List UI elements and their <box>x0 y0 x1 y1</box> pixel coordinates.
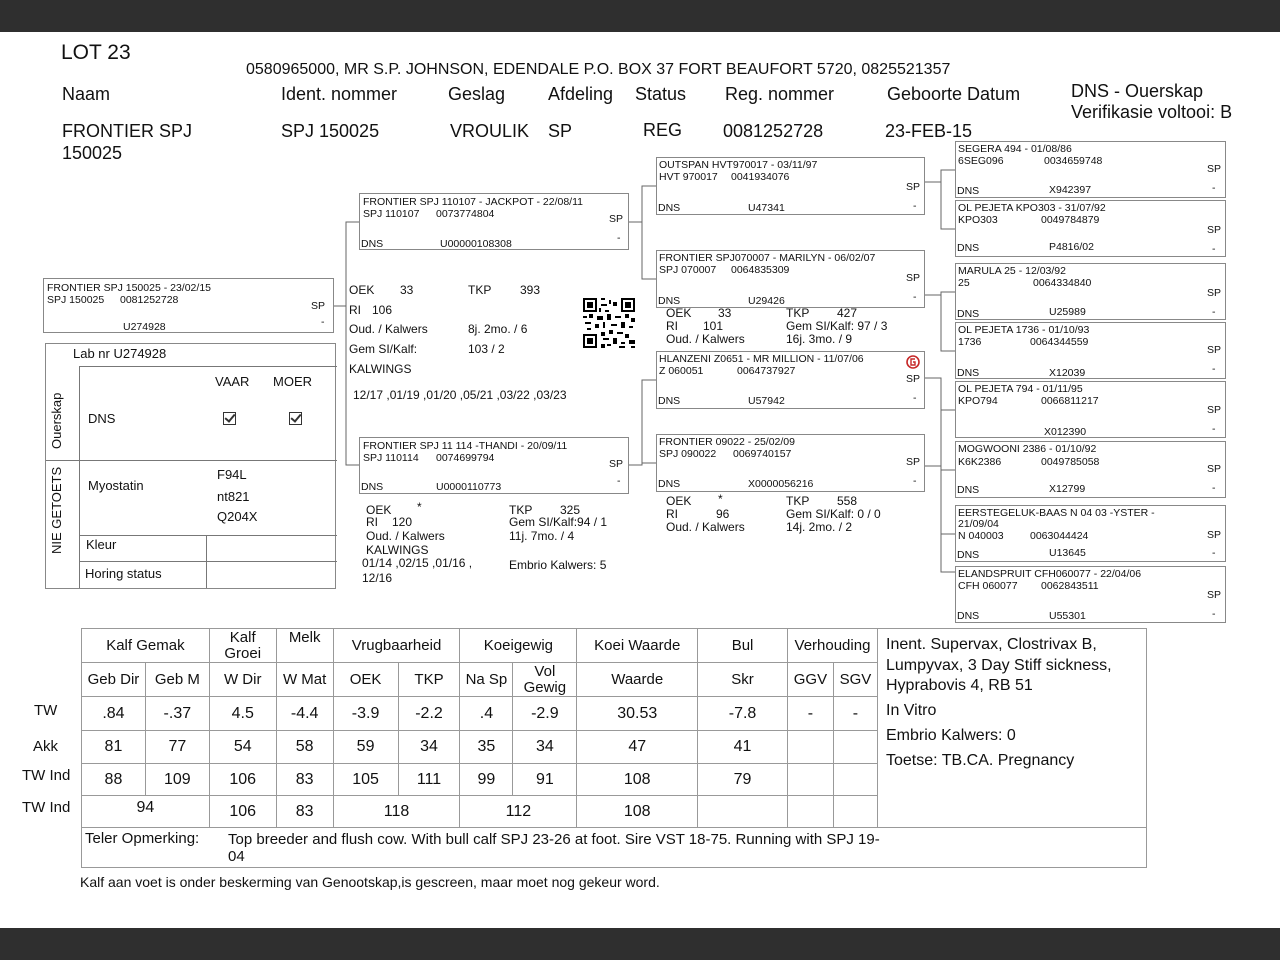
twind-cell: 111 <box>398 764 460 796</box>
sire-kalwings-dates: 12/17 ,01/19 ,01/20 ,05/21 ,03/22 ,03/23 <box>353 388 567 402</box>
sire-gem: 103 / 2 <box>468 342 505 356</box>
animal-ident: SPJ 150025 <box>281 121 380 141</box>
group-kalf-groei: Kalf Groei <box>209 629 276 663</box>
tw-cell: - <box>787 697 833 731</box>
gp-dd-ri: 96 <box>716 507 730 521</box>
subject-box-title: FRONTIER SPJ 150025 - 23/02/15 <box>47 282 211 294</box>
gp-ds-reg: 0064737927 <box>737 365 796 377</box>
ggp-2-dns: DNS <box>957 242 980 254</box>
sire-oud: 8j. 2mo. / 6 <box>468 322 528 336</box>
ggp-1-id: 6SEG096 <box>958 155 1004 167</box>
gp-ss-id: HVT 970017 <box>659 171 718 183</box>
twind-cell <box>833 764 877 796</box>
akk-cell: 34 <box>398 731 460 764</box>
akk-cell: 41 <box>698 731 788 764</box>
dam-title: FRONTIER SPJ 11 114 -THANDI - 20/09/11 <box>363 440 568 452</box>
ggp-4-code: X12039 <box>1049 367 1086 379</box>
vaar-label: VAAR <box>215 374 250 389</box>
ggp-8-sp: SP <box>1207 589 1222 601</box>
animal-name-line2: 150025 <box>62 143 123 163</box>
tw-cell: - <box>833 697 877 731</box>
sire-ri-label: RI <box>349 303 361 317</box>
ggp-7-code: U13645 <box>1049 547 1086 559</box>
akk-cell: 58 <box>276 731 333 764</box>
gp-dd-code: X0000056216 <box>748 478 814 490</box>
tw-cell: .84 <box>82 697 146 731</box>
ggp-8-reg: 0062843511 <box>1041 580 1099 592</box>
gp-sd-oud: 16j. 3mo. / 9 <box>786 332 853 346</box>
twind2-cell: 94 <box>82 796 210 828</box>
sire-reg: 0073774804 <box>436 208 495 220</box>
gp-ds-title: HLANZENI Z0651 - MR MILLION - 11/07/06 <box>659 353 864 365</box>
ggp-1-sp: SP <box>1207 163 1222 175</box>
header-afdeling: Afdeling <box>548 84 614 104</box>
in-vitro-label: In Vitro <box>886 702 937 719</box>
remarks-label: Teler Opmerking: <box>85 830 200 847</box>
animal-name-line1: FRONTIER SPJ <box>62 121 193 141</box>
twind2-cell: 112 <box>460 796 577 828</box>
ggp-2-code: P4816/02 <box>1049 241 1094 253</box>
ggp-6-id: K6K2386 <box>958 456 1002 468</box>
col-sgv: SGV <box>833 663 877 697</box>
ggp-2-id: KPO303 <box>958 214 998 226</box>
ggp-3-code: U25989 <box>1049 306 1086 318</box>
ggp-7-title-2: 21/09/04 <box>958 518 999 530</box>
ggp-5-reg: 0066811217 <box>1041 395 1099 407</box>
dam-gem: Gem SI/Kalf:94 / 1 <box>509 515 608 529</box>
dam-oek: * <box>417 500 422 514</box>
sire-tkp: 393 <box>520 283 541 297</box>
vaccination-line-1: Inent. Supervax, Clostrivax B, <box>886 636 1097 653</box>
sire-dash: - <box>617 232 621 244</box>
ggp-8-id: CFH 060077 <box>958 580 1018 592</box>
dam-embrio: Embrio Kalwers: 5 <box>509 558 607 572</box>
animal-geslag: VROULIK <box>450 121 530 141</box>
dam-oud: 11j. 7mo. / 4 <box>509 529 575 543</box>
sire-kalwings-label: KALWINGS <box>349 362 412 376</box>
table-row-akk <box>82 731 878 764</box>
gp-dd-sp: SP <box>906 456 921 468</box>
nie-getoets-side-label: NIE GETOETS <box>49 466 64 554</box>
remarks-row <box>81 827 1147 868</box>
ggp-3-dns: DNS <box>957 308 980 320</box>
twind-cell: 106 <box>209 764 276 796</box>
sire-gem-label: Gem SI/Kalf: <box>349 342 418 356</box>
col-na-sp: Na Sp <box>460 663 513 697</box>
dam-tkp-label: TKP <box>509 503 533 517</box>
kleur-label: Kleur <box>86 537 117 552</box>
col-ggv: GGV <box>787 663 833 697</box>
gp-dd-dns: DNS <box>658 478 681 490</box>
header-geslag: Geslag <box>448 84 506 104</box>
header-ident: Ident. nommer <box>281 84 398 104</box>
dns-heading: DNS - Ouerskap <box>1071 81 1204 101</box>
table-row-tw <box>82 697 878 731</box>
gp-dd-gem: Gem SI/Kalf: 0 / 0 <box>786 507 881 521</box>
lot-number: LOT 23 <box>61 41 131 64</box>
col-geb-dir: Geb Dir <box>82 663 146 697</box>
akk-cell <box>833 731 877 764</box>
ggp-3-title: MARULA 25 - 12/03/92 <box>958 265 1066 277</box>
twind-cell <box>787 764 833 796</box>
gp-ss-dash: - <box>913 200 917 212</box>
gp-ds-code: U57942 <box>748 395 785 407</box>
gp-dd-oud-label: Oud. / Kalwers <box>666 520 745 534</box>
sire-code: U00000108308 <box>440 238 512 250</box>
ggp-4-title: OL PEJETA 1736 - 01/10/93 <box>958 324 1090 336</box>
ggp-7-title: EERSTEGELUK-BAAS N 04 03 -YSTER - <box>958 507 1155 519</box>
dns-label: DNS <box>88 411 116 426</box>
gp-dd-reg: 0069740157 <box>733 448 792 460</box>
group-verhouding: Verhouding <box>787 629 877 663</box>
tw-cell: -4.4 <box>276 697 333 731</box>
gp-dd-tkp-label: TKP <box>786 494 810 508</box>
tw-cell: -.37 <box>145 697 209 731</box>
table-row-twind-2 <box>82 796 878 828</box>
akk-cell: 34 <box>513 731 577 764</box>
ggp-7-dns: DNS <box>957 549 980 561</box>
tw-cell: .4 <box>460 697 513 731</box>
ggp-4-id: 1736 <box>958 336 982 348</box>
ggp-2-dash: - <box>1212 243 1216 255</box>
gp-dd-tkp: 558 <box>837 494 858 508</box>
twind-cell: 79 <box>698 764 788 796</box>
akk-cell: 54 <box>209 731 276 764</box>
gp-sd-code: U29426 <box>748 295 785 307</box>
animal-afdeling: SP <box>548 121 573 141</box>
ggp-3-dash: - <box>1212 306 1216 318</box>
ggp-7-reg: 0063044424 <box>1030 530 1089 542</box>
subject-box-id: SPJ 150025 <box>47 294 105 306</box>
ggp-6-dash: - <box>1212 482 1216 494</box>
ggp-8-code: U55301 <box>1049 610 1086 622</box>
gp-dd-oud: 14j. 2mo. / 2 <box>786 520 853 534</box>
group-koei-waarde: Koei Waarde <box>577 629 698 663</box>
table-row-twind <box>82 764 878 796</box>
ggp-5-sp: SP <box>1207 404 1222 416</box>
gp-dd-title: FRONTIER 09022 - 25/02/09 <box>659 436 795 448</box>
ggp-4-dash: - <box>1212 363 1216 375</box>
header-naam: Naam <box>62 84 111 104</box>
group-bul: Bul <box>698 629 788 663</box>
ggp-3-reg: 0064334840 <box>1033 277 1092 289</box>
myostatin-value-3: Q204X <box>217 509 258 524</box>
akk-cell: 77 <box>145 731 209 764</box>
ggp-5-title: OL PEJETA 794 - 01/11/95 <box>958 383 1083 395</box>
twind2-cell: 108 <box>577 796 698 828</box>
dam-dash: - <box>617 475 621 487</box>
ggp-2-title: OL PEJETA KPO303 - 31/07/92 <box>958 202 1106 214</box>
akk-cell: 59 <box>333 731 398 764</box>
akk-cell <box>787 731 833 764</box>
row-label-tw: TW <box>34 702 58 719</box>
toetse: Toetse: TB.CA. Pregnancy <box>886 752 1075 769</box>
gp-sd-gem: Gem SI/Kalf: 97 / 3 <box>786 319 888 333</box>
twind-cell: 83 <box>276 764 333 796</box>
gp-ss-reg: 0041934076 <box>731 171 790 183</box>
gp-ss-code: U47341 <box>748 202 785 214</box>
sire-oek: 33 <box>400 283 414 297</box>
sire-ri: 106 <box>372 303 393 317</box>
ggp-2-reg: 0049784879 <box>1041 214 1100 226</box>
gp-dd-id: SPJ 090022 <box>659 448 717 460</box>
ggp-7-dash: - <box>1212 547 1216 559</box>
col-skr: Skr <box>698 663 788 697</box>
tw-cell: 30.53 <box>577 697 698 731</box>
group-koeigewig: Koeigewig <box>460 629 577 663</box>
sire-id: SPJ 110107 <box>363 208 420 220</box>
dam-kalwings-dates-2: 12/16 <box>362 571 393 585</box>
lab-number: Lab nr U274928 <box>73 346 167 361</box>
gp-ds-dns: DNS <box>658 395 681 407</box>
sire-tkp-label: TKP <box>468 283 492 297</box>
ggp-5-id: KPO794 <box>958 395 998 407</box>
group-kalf-gemak: Kalf Gemak <box>82 629 210 663</box>
dam-kalwings-label: KALWINGS <box>366 543 429 557</box>
dam-reg: 0074699794 <box>436 452 495 464</box>
akk-cell: 35 <box>460 731 513 764</box>
ouerskap-side-label: Ouerskap <box>49 392 64 449</box>
header-geboorte: Geboorte Datum <box>887 84 1021 104</box>
subject-box-sp: SP <box>311 300 326 312</box>
col-vol-gewig: Vol Gewig <box>513 663 577 697</box>
myostatin-label: Myostatin <box>88 478 144 493</box>
ggp-1-title: SEGERA 494 - 01/08/86 <box>958 143 1072 155</box>
akk-cell: 81 <box>82 731 146 764</box>
dam-dns: DNS <box>361 481 384 493</box>
ggp-6-reg: 0049785058 <box>1041 456 1100 468</box>
ggp-8-dns: DNS <box>957 610 980 622</box>
row-label-twind-2: TW Ind <box>22 799 71 816</box>
group-melk: Melk <box>276 629 333 663</box>
gp-ds-sp: SP <box>906 373 921 385</box>
header-status: Status <box>635 84 687 104</box>
col-waarde: Waarde <box>577 663 698 697</box>
tw-cell: -7.8 <box>698 697 788 731</box>
ggp-6-title: MOGWOONI 2386 - 01/10/92 <box>958 443 1097 455</box>
subject-box-reg: 0081252728 <box>120 294 179 306</box>
gp-dd-oek-label: OEK <box>666 494 692 508</box>
ggp-3-sp: SP <box>1207 287 1222 299</box>
twind2-cell: 83 <box>276 796 333 828</box>
gp-ss-sp: SP <box>906 181 921 193</box>
col-w-dir: W Dir <box>209 663 276 697</box>
dam-oek-label: OEK <box>366 503 392 517</box>
gp-sd-oek: 33 <box>718 306 732 320</box>
ggp-5-dash: - <box>1212 423 1216 435</box>
akk-cell: 47 <box>577 731 698 764</box>
myostatin-value-1: F94L <box>217 467 247 482</box>
dam-ri: 120 <box>392 515 413 529</box>
gp-sd-tkp: 427 <box>837 306 858 320</box>
ggp-5-code: X012390 <box>1044 426 1087 438</box>
col-geb-m: Geb M <box>145 663 209 697</box>
gp-sd-ri: 101 <box>703 319 724 333</box>
subject-box-dash: - <box>321 316 325 328</box>
gp-sd-oud-label: Oud. / Kalwers <box>666 332 745 346</box>
dam-oud-label: Oud. / Kalwers <box>366 529 445 543</box>
dam-kalwings-dates-1: 01/14 ,02/15 ,01/16 , <box>362 556 473 570</box>
dam-sp: SP <box>609 458 624 470</box>
ggp-6-dns: DNS <box>957 484 980 496</box>
twind2-cell: 106 <box>209 796 276 828</box>
twind-cell: 105 <box>333 764 398 796</box>
gp-ss-title: OUTSPAN HVT970017 - 03/11/97 <box>659 159 818 171</box>
gp-sd-dns: DNS <box>658 295 681 307</box>
sire-dns: DNS <box>361 238 384 250</box>
sire-title: FRONTIER SPJ 110107 - JACKPOT - 22/08/11 <box>363 196 584 208</box>
dam-id: SPJ 110114 <box>363 452 419 464</box>
twind2-cell <box>833 796 877 828</box>
col-w-mat: W Mat <box>276 663 333 697</box>
horing-label: Horing status <box>85 566 162 581</box>
tw-cell: -3.9 <box>333 697 398 731</box>
ggp-8-dash: - <box>1212 608 1216 620</box>
owner-line: 0580965000, MR S.P. JOHNSON, EDENDALE P.O. BOX 37 FORT BEAUFORT 5720, 0825521357 <box>246 61 951 78</box>
sire-oud-label: Oud. / Kalwers <box>349 322 428 336</box>
vaccination-line-2: Lumpyvax, 3 Day Stiff sickness, <box>886 657 1112 674</box>
gp-dd-dash: - <box>913 475 917 487</box>
embrio-kalwers: Embrio Kalwers: 0 <box>886 727 1016 744</box>
ggp-4-reg: 0064344559 <box>1030 336 1089 348</box>
dam-code: U0000110773 <box>436 481 502 493</box>
ebv-table <box>81 628 878 828</box>
twind2-cell: 118 <box>333 796 460 828</box>
ggp-6-sp: SP <box>1207 463 1222 475</box>
info-panel <box>877 628 1147 828</box>
header-reg: Reg. nommer <box>725 84 835 104</box>
ggp-1-code: X942397 <box>1049 184 1092 196</box>
moer-label: MOER <box>273 374 312 389</box>
row-label-akk: Akk <box>33 738 59 755</box>
ggp-1-reg: 0034659748 <box>1044 155 1103 167</box>
remarks-text: Top breeder and flush cow. With bull calf SPJ 23-26 at foot. Sire VST 18-75. Running with SPJ 19-04 <box>228 831 880 865</box>
dam-tkp: 325 <box>560 503 581 517</box>
tw-cell: -2.9 <box>513 697 577 731</box>
twind-cell: 91 <box>513 764 577 796</box>
verification-status: Verifikasie voltooi: B <box>1071 102 1233 122</box>
myostatin-value-2: nt821 <box>217 489 250 504</box>
twind-cell: 88 <box>82 764 146 796</box>
tw-cell: -2.2 <box>398 697 460 731</box>
col-tkp: TKP <box>398 663 460 697</box>
ggp-7-id: N 040003 <box>958 530 1004 542</box>
animal-geboorte: 23-FEB-15 <box>885 121 973 141</box>
ggp-3-id: 25 <box>958 277 970 289</box>
animal-status: REG <box>643 120 683 140</box>
row-label-twind: TW Ind <box>22 767 71 784</box>
twind-cell: 99 <box>460 764 513 796</box>
gp-sd-oek-label: OEK <box>666 306 692 320</box>
twind-cell: 109 <box>145 764 209 796</box>
ggp-4-sp: SP <box>1207 344 1222 356</box>
dam-ri-label: RI <box>366 515 378 529</box>
tw-cell: 4.5 <box>209 697 276 731</box>
ggp-1-dash: - <box>1212 182 1216 194</box>
ggp-8-title: ELANDSPRUIT CFH060077 - 22/04/06 <box>958 568 1142 580</box>
gp-sd-dash: - <box>913 291 917 303</box>
gp-sd-id: SPJ 070007 <box>659 264 717 276</box>
ggp-4-dns: DNS <box>957 367 980 379</box>
twind-cell: 108 <box>577 764 698 796</box>
sire-oek-label: OEK <box>349 283 375 297</box>
subject-box-code: U274928 <box>123 321 166 333</box>
gp-dd-ri-label: RI <box>666 507 678 521</box>
gp-sd-reg: 0064835309 <box>731 264 790 276</box>
group-vrugbaarheid: Vrugbaarheid <box>333 629 460 663</box>
gp-sd-ri-label: RI <box>666 319 678 333</box>
gp-sd-title: FRONTIER SPJ070007 - MARILYN - 06/02/07 <box>659 252 876 264</box>
gp-ss-dns: DNS <box>658 202 681 214</box>
footer-note: Kalf aan voet is onder beskerming van Genootskap,is gescreen, maar moet nog gekeur word. <box>80 874 660 890</box>
col-oek: OEK <box>333 663 398 697</box>
animal-reg: 0081252728 <box>723 121 824 141</box>
gp-ds-dash: - <box>913 392 917 404</box>
gp-sd-tkp-label: TKP <box>786 306 810 320</box>
twind2-cell <box>787 796 833 828</box>
gp-dd-oek: * <box>718 492 723 506</box>
ggp-2-sp: SP <box>1207 224 1222 236</box>
ggp-6-code: X12799 <box>1049 483 1086 495</box>
ggp-7-sp: SP <box>1207 529 1222 541</box>
ggp-1-dns: DNS <box>957 185 980 197</box>
vaccination-line-3: Hyprabovis 4, RB 51 <box>886 677 1033 694</box>
twind2-cell <box>698 796 788 828</box>
sire-sp: SP <box>609 213 624 225</box>
gp-sd-sp: SP <box>906 272 921 284</box>
gp-ds-id: Z 060051 <box>659 365 704 377</box>
